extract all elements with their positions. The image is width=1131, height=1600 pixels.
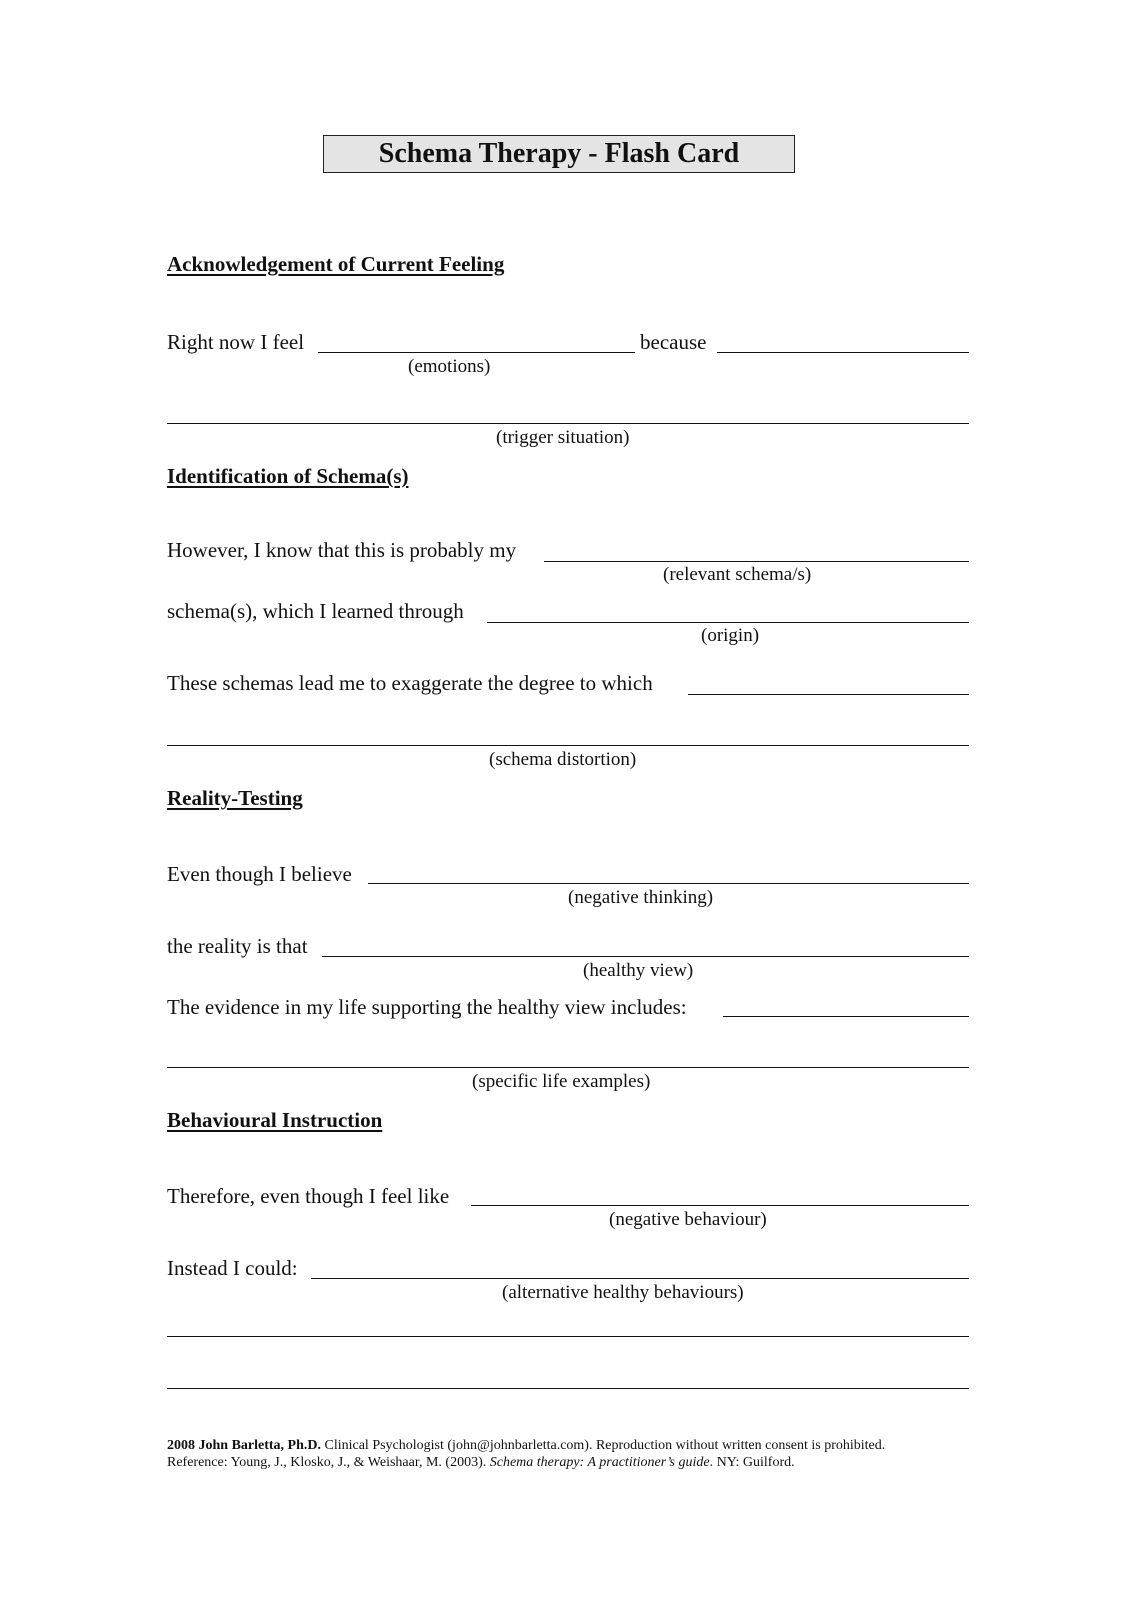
negative-behaviour-field[interactable] <box>471 1205 969 1206</box>
footer-reference-suffix: . NY: Guilford. <box>709 1455 795 1470</box>
section-heading-identification: Identification of Schema(s) <box>167 464 409 488</box>
caption-specific-life-examples: (specific life examples) <box>472 1071 651 1092</box>
trigger-situation-field[interactable] <box>167 423 969 424</box>
alternative-behaviours-field-1[interactable] <box>311 1278 969 1279</box>
footer-author: 2008 John Barletta, Ph.D. <box>167 1438 321 1453</box>
alternative-behaviours-field-2[interactable] <box>167 1336 969 1337</box>
prompt-right-now-i-feel: Right now I feel <box>167 330 305 354</box>
prompt-instead-i-could: Instead I could: <box>167 1256 298 1280</box>
caption-negative-thinking: (negative thinking) <box>568 887 714 908</box>
caption-negative-behaviour: (negative behaviour) <box>609 1209 767 1230</box>
prompt-reality-is-that: the reality is that <box>167 934 308 958</box>
section-heading-acknowledgement: Acknowledgement of Current Feeling <box>167 252 505 276</box>
relevant-schema-field[interactable] <box>544 561 969 562</box>
caption-healthy-view: (healthy view) <box>583 960 694 981</box>
caption-trigger-situation: (trigger situation) <box>496 427 630 448</box>
prompt-learned-through: schema(s), which I learned through <box>167 599 464 623</box>
page-title: Schema Therapy - Flash Card <box>323 135 795 173</box>
caption-alternative-healthy-behaviours: (alternative healthy behaviours) <box>502 1282 744 1303</box>
alternative-behaviours-field-3[interactable] <box>167 1388 969 1389</box>
healthy-view-field[interactable] <box>322 956 969 957</box>
evidence-field-2[interactable] <box>167 1067 969 1068</box>
caption-emotions: (emotions) <box>408 356 491 377</box>
prompt-because: because <box>640 330 707 354</box>
prompt-even-though-i-believe: Even though I believe <box>167 862 352 886</box>
footer-credit-line <box>167 1438 885 1454</box>
distortion-field-2[interactable] <box>167 745 969 746</box>
footer-reference-title: Schema therapy: A practitioner’s guide <box>489 1455 710 1470</box>
prompt-evidence: The evidence in my life supporting the healthy view includes: <box>167 995 687 1019</box>
section-heading-reality-testing: Reality-Testing <box>167 786 303 810</box>
distortion-field-1[interactable] <box>688 694 969 695</box>
caption-schema-distortion: (schema distortion) <box>489 749 637 770</box>
footer-reference-prefix: Reference: Young, J., Klosko, J., & Weishaar, M. (2003). <box>167 1455 487 1470</box>
footer-reference-line <box>167 1455 795 1471</box>
prompt-however: However, I know that this is probably my <box>167 538 517 562</box>
because-field[interactable] <box>717 352 969 353</box>
evidence-field-1[interactable] <box>723 1016 969 1017</box>
footer-credit: Clinical Psychologist (john@johnbarletta.com). Reproduction without written consent is prohibited. <box>324 1438 886 1453</box>
negative-thinking-field[interactable] <box>368 883 969 884</box>
caption-origin: (origin) <box>701 625 760 646</box>
prompt-exaggerate: These schemas lead me to exaggerate the degree to which <box>167 671 653 695</box>
caption-relevant-schema: (relevant schema/s) <box>663 564 812 585</box>
emotions-field[interactable] <box>318 352 635 353</box>
origin-field[interactable] <box>487 622 969 623</box>
section-heading-behavioural: Behavioural Instruction <box>167 1108 383 1132</box>
prompt-therefore: Therefore, even though I feel like <box>167 1184 450 1208</box>
